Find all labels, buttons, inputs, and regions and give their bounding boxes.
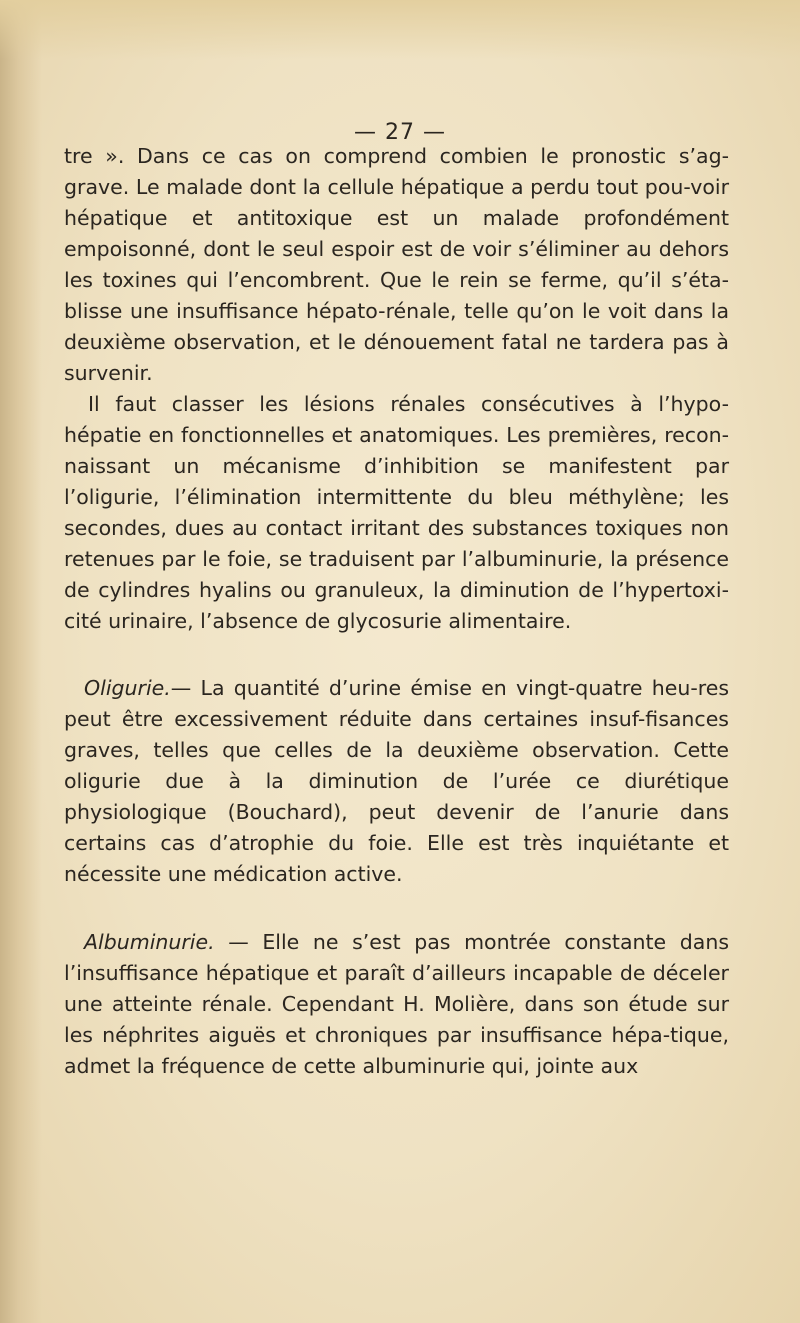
section-text-oligurie: — La quantité d’urine émise en vingt-quatre heu-res peut être excessivement réduite dans certaines insuf-fisances graves, telles que celles de la deuxième observation. Cette oligurie due à la diminution de l’urée ce diurétique physiologique (Bouchard), peut devenir de l’anurie dans certains cas d’atrophie du foie. Elle est très inquiétante et nécessite une médication active.: [64, 676, 729, 886]
page-edge-shadow: [0, 0, 42, 1323]
section-heading-oligurie: Oligurie.: [84, 676, 171, 700]
page-number: — 27 —: [354, 120, 446, 145]
section-heading-albuminurie: Albuminurie.: [84, 930, 215, 954]
page-top-shadow: [0, 0, 800, 60]
paragraph-continuation: tre ». Dans ce cas on comprend combien le pronostic s’ag-grave. Le malade dont la cellule hépatique a perdu tout pou-voir hépatique et antitoxique est un malade profondément empoisonné, dont le seul espoir est de voir s’éliminer au dehors les toxines qui l’encombrent. Que le rein se ferme, qu’il s’éta-blisse une insuffisance hépato-rénale, telle qu’on le voit dans la deuxième observation, et le dénouement fatal ne tardera pas à survenir.: [64, 144, 729, 385]
section-albuminurie: [64, 927, 729, 1082]
body-text: [64, 141, 729, 1082]
section-oligurie: [64, 673, 729, 890]
paragraph-renal-lesions: Il faut classer les lésions rénales consécutives à l’hypo-hépatie en fonctionnelles et anatomiques. Les premières, recon-naissant un mécanisme d’inhibition se manifestent par l’oligurie, l’élimination intermittente du bleu méthylène; les secondes, dues au contact irritant des substances toxiques non retenues par le foie, se traduisent par l’albuminurie, la présence de cylindres hyalins ou granuleux, la diminution de l’hypertoxi-cité urinaire, l’absence de glycosurie alimentaire.: [64, 392, 729, 633]
section-text-albuminurie: — Elle ne s’est pas montrée constante dans l’insuffisance hépatique et paraît d’ailleurs incapable de déceler une atteinte rénale. Cependant H. Molière, dans son étude sur les néphrites aiguës et chroniques par insuffisance hépa-tique, admet la fréquence de cette albuminurie qui, jointe aux: [64, 930, 729, 1078]
